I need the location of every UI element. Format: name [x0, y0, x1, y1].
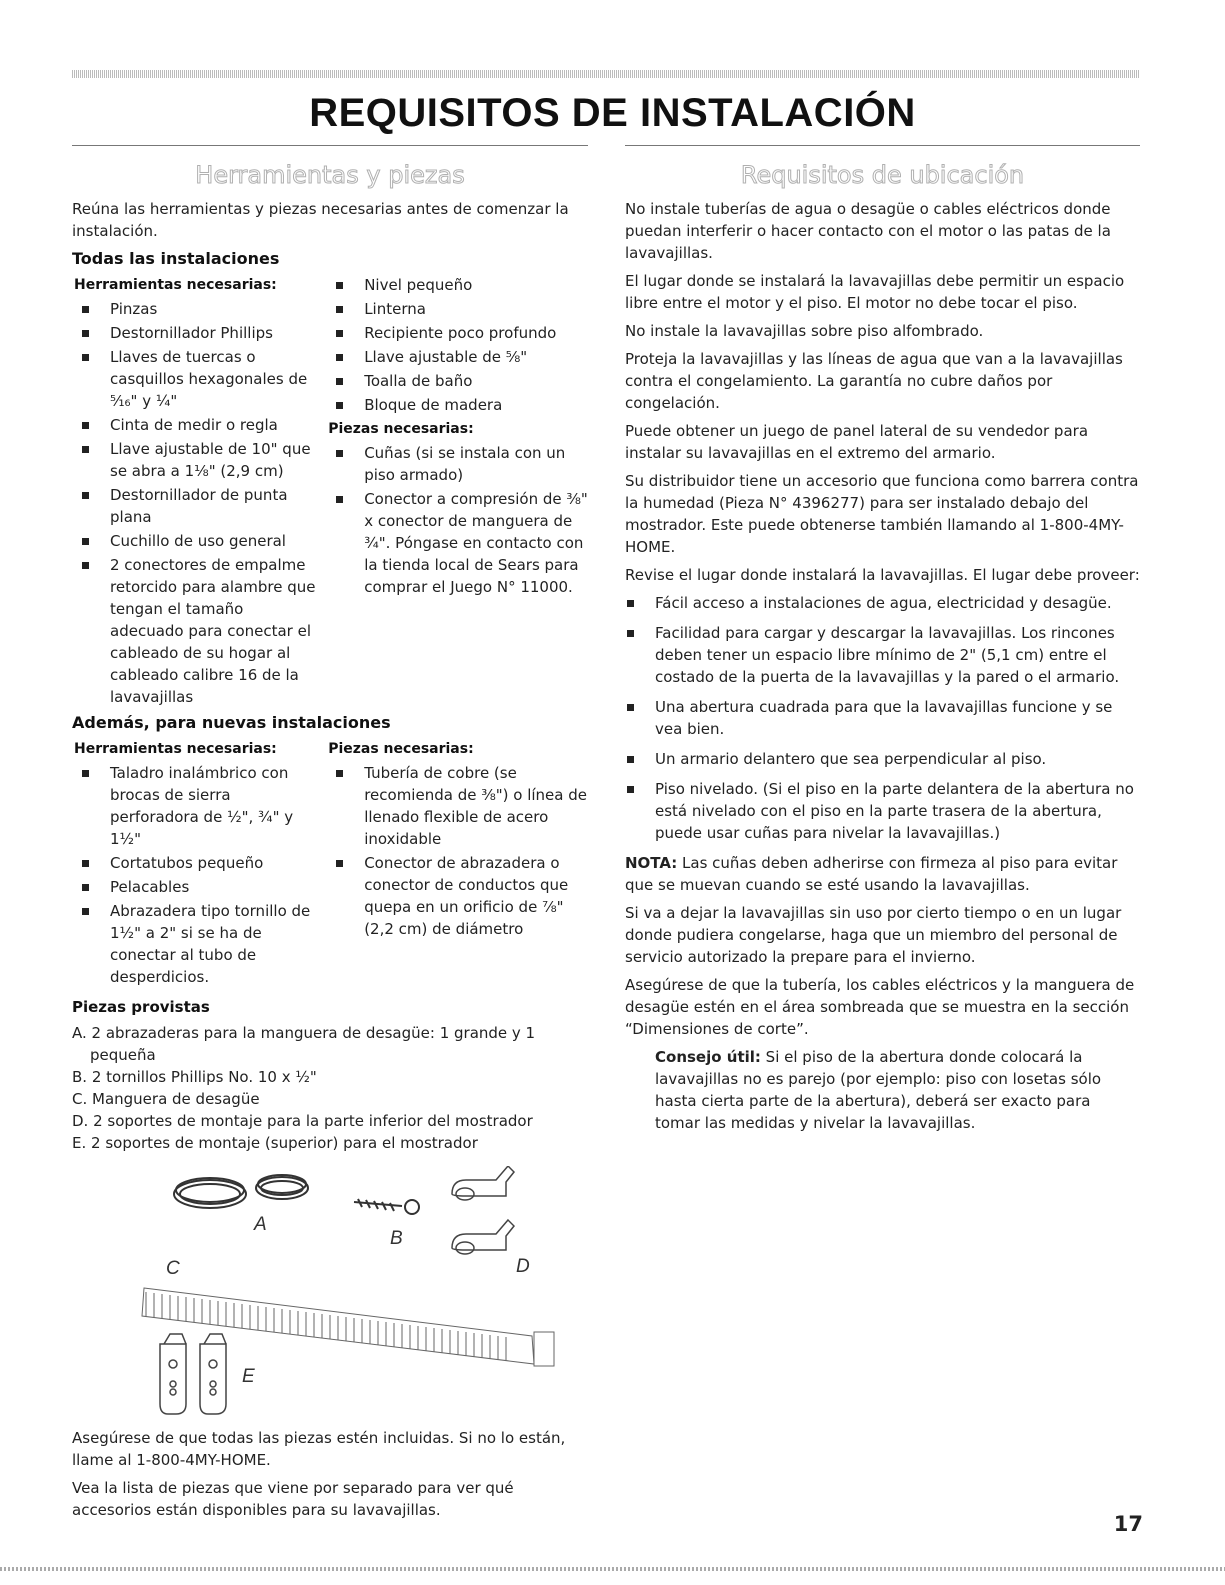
- list-item: Bloque de madera: [328, 394, 588, 416]
- new-installs-heading: Además, para nuevas instalaciones: [72, 713, 391, 732]
- section-rule: [72, 145, 588, 146]
- list-item: 2 conectores de empalme retorcido para alambre que tengan el tamaño adecuado para conectar el cableado de su hogar al cableado calibre 16 de la lavavajillas: [74, 554, 316, 708]
- location-requirements-list: [625, 592, 1140, 844]
- list-item: Una abertura cuadrada para que la lavavajillas funcione y se vea bien.: [625, 696, 1140, 740]
- tools-needed-heading: Herramientas necesarias:: [74, 277, 277, 293]
- list-item: Conector a compresión de ⅜" x conector de manguera de ¾". Póngase en contacto con la tienda local de Sears para comprar el Juego N° 11000.: [328, 488, 588, 598]
- page-title: REQUISITOS DE INSTALACIÓN: [309, 91, 916, 135]
- new-installs-lists: [72, 738, 588, 990]
- paragraph: Asegúrese de que la tubería, los cables eléctricos y la manguera de desagüe estén en el área sombreada que se muestra en la sección “Dimensiones de corte”.: [625, 976, 1135, 1038]
- figure-label-b: B: [390, 1228, 403, 1249]
- list-item: Pinzas: [74, 298, 316, 320]
- paragraph: El lugar donde se instalará la lavavajillas debe permitir un espacio libre entre el motor y el piso. El motor no debe tocar el piso.: [625, 272, 1125, 312]
- screw: [354, 1199, 419, 1214]
- list-item: Nivel pequeño: [328, 274, 588, 296]
- figure-label-e: E: [242, 1366, 255, 1387]
- list-item: D. 2 soportes de montaje para la parte inferior del mostrador: [72, 1112, 533, 1130]
- section-rule: [625, 145, 1140, 146]
- check-parts-text: Asegúrese de que todas las piezas estén incluidas. Si no lo están, llame al 1-800-4MY-HOME.: [72, 1429, 566, 1469]
- list-item: Pelacables: [74, 876, 316, 898]
- all-installs-heading: Todas las instalaciones: [72, 249, 280, 268]
- drain-hose: [142, 1288, 554, 1366]
- paragraph: Si va a dejar la lavavajillas sin uso por cierto tiempo o en un lugar donde pudiera congelarse, haga que un miembro del personal de servicio autorizado la prepare para el invierno.: [625, 904, 1122, 966]
- list-item: Facilidad para cargar y descargar la lavavajillas. Los rincones deben tener un espacio libre mínimo de 2" (5,1 cm) entre el costado de la puerta de la lavavajillas y la pared o el armario.: [625, 622, 1140, 688]
- page-number: 17: [1113, 1512, 1143, 1536]
- list-item: Destornillador Phillips: [74, 322, 316, 344]
- supplied-parts-list: [72, 1022, 588, 1154]
- list-item: Destornillador de punta plana: [74, 484, 316, 528]
- list-item: Fácil acceso a instalaciones de agua, electricidad y desagüe.: [625, 592, 1140, 614]
- paragraph: No instale la lavavajillas sobre piso alfombrado.: [625, 322, 984, 340]
- note-label: NOTA:: [625, 854, 678, 872]
- list-item: B. 2 tornillos Phillips No. 10 x ½": [72, 1068, 317, 1086]
- tools-list-continued: [328, 274, 588, 416]
- figure-label-c: C: [166, 1258, 180, 1279]
- paragraph: Revise el lugar donde instalará la lavavajillas. El lugar debe proveer:: [625, 566, 1140, 584]
- tools-and-parts-column: [72, 145, 588, 1527]
- parts-list: [328, 762, 588, 940]
- list-item: Un armario delantero que sea perpendicular al piso.: [625, 748, 1140, 770]
- list-item: Cuñas (si se instala con un piso armado): [328, 442, 588, 486]
- parts-list: [328, 442, 588, 598]
- list-item: Recipiente poco profundo: [328, 322, 588, 344]
- tools-list: [74, 762, 316, 988]
- tools-needed-heading: Herramientas necesarias:: [74, 741, 277, 757]
- list-item: A. 2 abrazaderas para la manguera de desagüe: 1 grande y 1 pequeña: [72, 1024, 536, 1064]
- list-item: Abrazadera tipo tornillo de 1½" a 2" si se ha de conectar al tubo de desperdicios.: [74, 900, 316, 988]
- bottom-border: [0, 1567, 1225, 1571]
- supplied-parts-heading: Piezas provistas: [72, 998, 210, 1016]
- list-item: Linterna: [328, 298, 588, 320]
- list-item: Llave ajustable de 10" que se abra a 1⅛" (2,9 cm): [74, 438, 316, 482]
- tip-text: Si el piso de la abertura donde colocará la lavavajillas no es parejo (por ejemplo: piso con losetas sólo hasta cierta parte de la abertura), deberá ser exacto para tomar las medidas y nivelar la lavavajillas.: [655, 1048, 1102, 1132]
- list-item: Conector de abrazadera o conector de conductos que quepa en un orificio de ⅞" (2,2 cm) de diámetro: [328, 852, 588, 940]
- supplied-parts-figure: [72, 1166, 588, 1421]
- figure-label-a: A: [254, 1214, 267, 1235]
- intro-text: Reúna las herramientas y piezas necesarias antes de comenzar la instalación.: [72, 200, 569, 240]
- list-item: Taladro inalámbrico con brocas de sierra perforadora de ½", ¾" y 1½": [74, 762, 316, 850]
- section-title-location: Requisitos de ubicación: [740, 161, 1025, 189]
- list-item: Cinta de medir o regla: [74, 414, 316, 436]
- list-item: C. Manguera de desagüe: [72, 1090, 260, 1108]
- parts-illustration: [72, 1166, 588, 1421]
- tip-paragraph: [625, 1046, 1140, 1134]
- list-item: Tubería de cobre (se recomienda de ⅜") o línea de llenado flexible de acero inoxidable: [328, 762, 588, 850]
- note-paragraph: [625, 852, 1140, 896]
- all-installs-lists: [72, 274, 588, 710]
- list-item: E. 2 soportes de montaje (superior) para el mostrador: [72, 1134, 478, 1152]
- list-item: Toalla de baño: [328, 370, 588, 392]
- mounting-bracket-lower: [452, 1220, 514, 1254]
- list-item: Llaves de tuercas o casquillos hexagonales de ⁵⁄₁₆" y ¼": [74, 346, 316, 412]
- paragraph: No instale tuberías de agua o desagüe o cables eléctricos donde puedan interferir o hacer contacto con el motor o las patas de la lavavajillas.: [625, 200, 1111, 262]
- figure-label-d: D: [516, 1256, 530, 1277]
- top-border: [72, 70, 1140, 78]
- parts-list-text: Vea la lista de piezas que viene por separado para ver qué accesorios están disponibles para su lavavajillas.: [72, 1479, 514, 1519]
- paragraph: Proteja la lavavajillas y las líneas de agua que van a la lavavajillas contra el congelamiento. La garantía no cubre daños por congelación.: [625, 350, 1123, 412]
- mounting-bracket-lower: [452, 1166, 514, 1200]
- paragraph: Puede obtener un juego de panel lateral de su vendedor para instalar su lavavajillas en el extremo del armario.: [625, 422, 1089, 462]
- section-title-tools-parts: Herramientas y piezas: [195, 161, 465, 189]
- tip-label: Consejo útil:: [655, 1048, 761, 1066]
- parts-needed-heading: Piezas necesarias:: [328, 741, 474, 757]
- paragraph: Su distribuidor tiene un accesorio que funciona como barrera contra la humedad (Pieza N° 4396277) para ser instalado debajo del mostrador. Este puede obtenerse también llamando al 1-800-4MY-HOME.: [625, 472, 1139, 556]
- list-item: Cuchillo de uso general: [74, 530, 316, 552]
- parts-needed-heading: Piezas necesarias:: [328, 421, 474, 437]
- note-text: Las cuñas deben adherirse con firmeza al piso para evitar que se muevan cuando se esté usando la lavavajillas.: [625, 854, 1118, 894]
- list-item: Piso nivelado. (Si el piso en la parte delantera de la abertura no está nivelado con el piso en la parte trasera de la abertura, puede usar cuñas para nivelar la lavavajillas.): [625, 778, 1140, 844]
- mounting-bracket-upper: [160, 1334, 226, 1414]
- list-item: Cortatubos pequeño: [74, 852, 316, 874]
- hose-clamp-large: [174, 1178, 246, 1208]
- tools-list: [74, 298, 316, 708]
- list-item: Llave ajustable de ⅝": [328, 346, 588, 368]
- location-requirements-column: [625, 145, 1140, 1140]
- hose-clamp-small: [256, 1175, 308, 1199]
